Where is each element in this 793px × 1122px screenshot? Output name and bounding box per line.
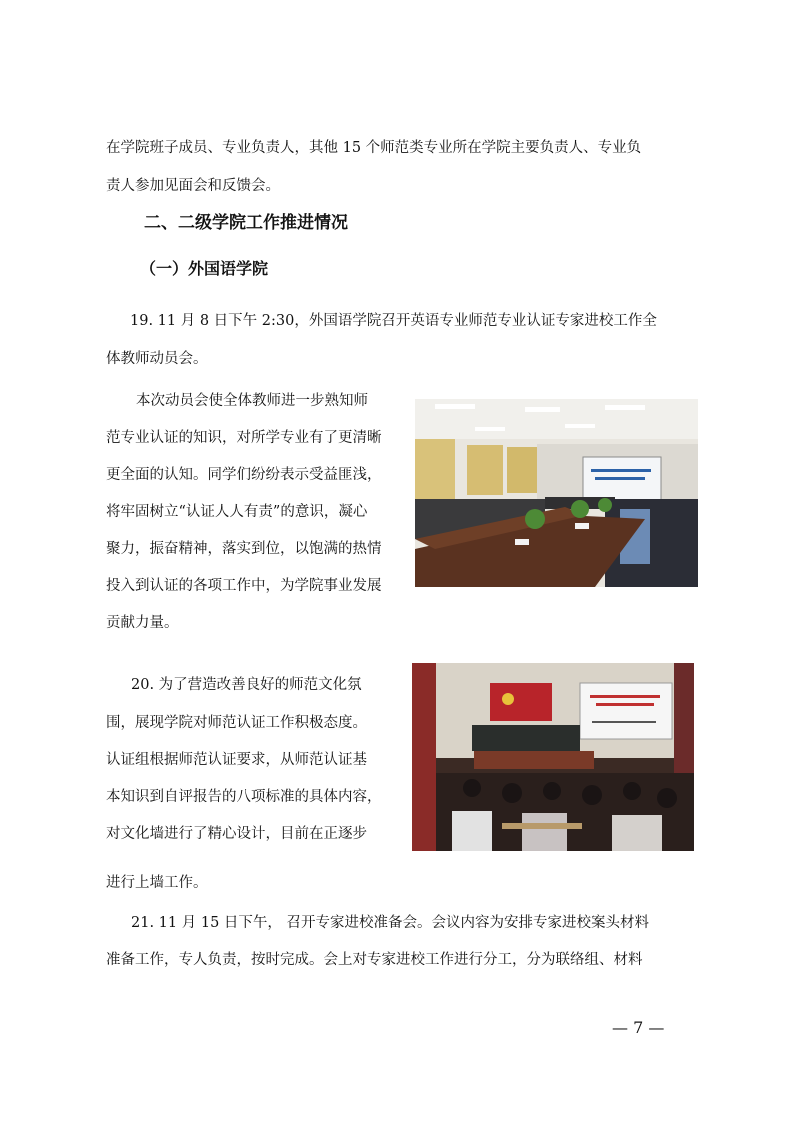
page-number: — 7 — [612,1018,665,1037]
paragraph-line: 范专业认证的知识，对所学专业有了更清晰 [106,430,382,446]
section-heading: 二、二级学院工作推进情况 [144,213,348,233]
paragraph-line: 21. 11 月 15 日下午， 召开专家进校准备会。会议内容为安排专家进校案头材料 [131,915,650,931]
paragraph-line: 贡献力量。 [106,615,179,631]
paragraph-line: 进行上墙工作。 [106,875,208,891]
meeting-room-photo [415,399,698,587]
paragraph-line: 更全面的认知。同学们纷纷表示受益匪浅， [106,467,382,483]
paragraph-line: 在学院班子成员、专业负责人，其他 15 个师范类专业所在学院主要负责人、专业负 [106,140,642,156]
paragraph-line: 准备工作，专人负责，按时完成。会上对专家进校工作进行分工，分为联络组、材料 [106,952,643,968]
subsection-heading: （一）外国语学院 [140,259,269,278]
paragraph-line: 聚力，振奋精神，落实到位，以饱满的热情 [106,541,382,557]
paragraph-line: 对文化墙进行了精心设计，目前在正逐步 [106,826,367,842]
paragraph-line: 围，展现学院对师范认证工作积极态度。 [106,715,367,731]
paragraph-line: 本知识到自评报告的八项标准的具体内容， [106,789,382,805]
paragraph-line: 责人参加见面会和反馈会。 [106,178,280,194]
paragraph-line: 本次动员会使全体教师进一步熟知师 [136,393,368,409]
paragraph-line: 体教师动员会。 [106,351,208,367]
paragraph-line: 认证组根据师范认证要求，从师范认证基 [106,752,367,768]
paragraph-line: 20. 为了营造改善良好的师范文化氛 [131,677,362,693]
paragraph-line: 将牢固树立“认证人人有责”的意识，凝心 [106,504,368,520]
paragraph-line: 投入到认证的各项工作中，为学院事业发展 [106,578,382,594]
paragraph-line: 19. 11 月 8 日下午 2:30，外国语学院召开英语专业师范专业认证专家进校工作全 [130,313,657,329]
lecture-hall-photo [412,663,694,851]
